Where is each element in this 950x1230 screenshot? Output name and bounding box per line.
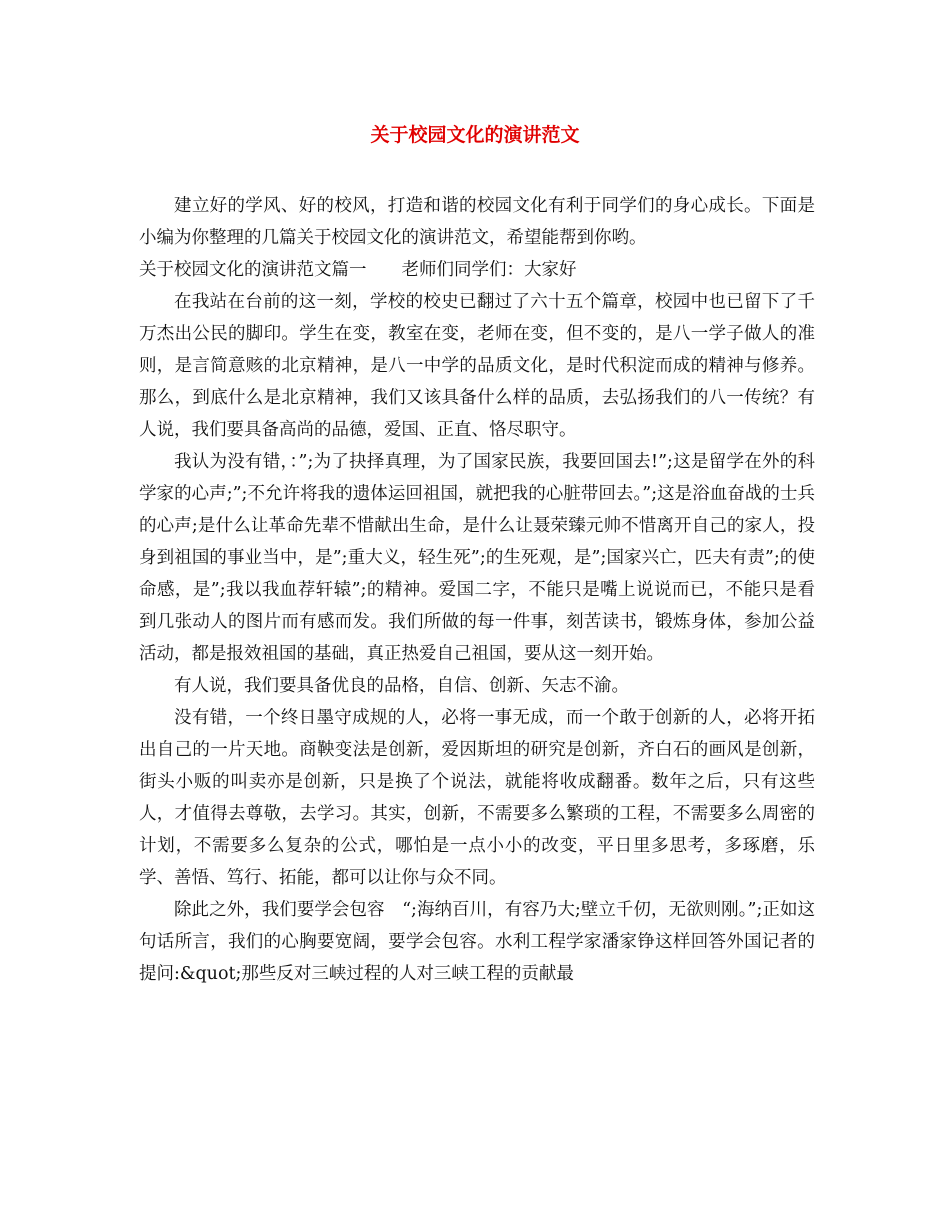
paragraph-body: 除此之外，我们要学会包容 “;海纳百川，有容乃大;壁立千仞，无欲则刚。”;正如这句话所言，我们的心胸要宽阔，要学会包容。水利工程学家潘家铮这样回答外国记者的提问:&quot;那些反对三峡过程的人对三峡工程的贡献最	[139, 900, 815, 984]
document-title: 关于校园文化的演讲范文	[370, 124, 580, 146]
paragraph-body: 有人说，我们要具备优良的品格，自信、创新、矢志不渝。	[174, 676, 629, 696]
paragraph-body: 我认为没有错，：”;为了抉择真理，为了国家民族，我要回国去!”;这是留学在外的科学家的心声;”;不允许将我的遗体运回祖国，就把我的心脏带回去。”;这是浴血奋战的士兵的心声;是什么让革命先辈不惜献出生命，是什么让聂荣臻元帅不惜离开自己的家人，投身到祖国的事业当中，是”;重大义，轻生死”;的生死观，是”;国家兴亡，匹夫有责”;的使命感，是”;我以我血荐轩辕”;的精神。爱国二字，不能只是嘴上说说而已，不能只是看到几张动人的图片而有感而发。我们所做的每一件事，刻苦读书，锻炼身体，参加公益活动，都是报效祖国的基础，真正热爱自己祖国，要从这一刻开始。	[139, 452, 815, 664]
document-body	[139, 190, 815, 990]
paragraph-body: 在我站在台前的这一刻，学校的校史已翻过了六十五个篇章，校园中也已留下了千万杰出公民的脚印。学生在变，教室在变，老师在变，但不变的，是八一学子做人的准则，是言简意赅的北京精神，是八一中学的品质文化，是时代积淀而成的精神与修养。那么，到底什么是北京精神，我们又该具备什么样的品质，去弘扬我们的八一传统？有人说，我们要具备高尚的品德，爱国、正直、恪尽职守。	[139, 292, 815, 440]
paragraph-section-heading: 关于校园文化的演讲范文篇一 老师们同学们：大家好	[139, 260, 577, 280]
paragraph-body: 没有错，一个终日墨守成规的人，必将一事无成，而一个敢于创新的人，必将开拓出自己的一片天地。商鞅变法是创新，爱因斯坦的研究是创新，齐白石的画风是创新，街头小贩的叫卖亦是创新，只是换了个说法，就能将收成翻番。数年之后，只有这些人，才值得去尊敬，去学习。其实，创新，不需要多么繁琐的工程，不需要多么周密的计划，不需要多么复杂的公式，哪怕是一点小小的改变，平日里多思考，多琢磨，乐学、善悟、笃行、拓能，都可以让你与众不同。	[139, 708, 815, 888]
paragraph-intro: 建立好的学风、好的校风，打造和谐的校园文化有利于同学们的身心成长。下面是小编为你整理的几篇关于校园文化的演讲范文，希望能帮到你哟。	[139, 196, 815, 248]
